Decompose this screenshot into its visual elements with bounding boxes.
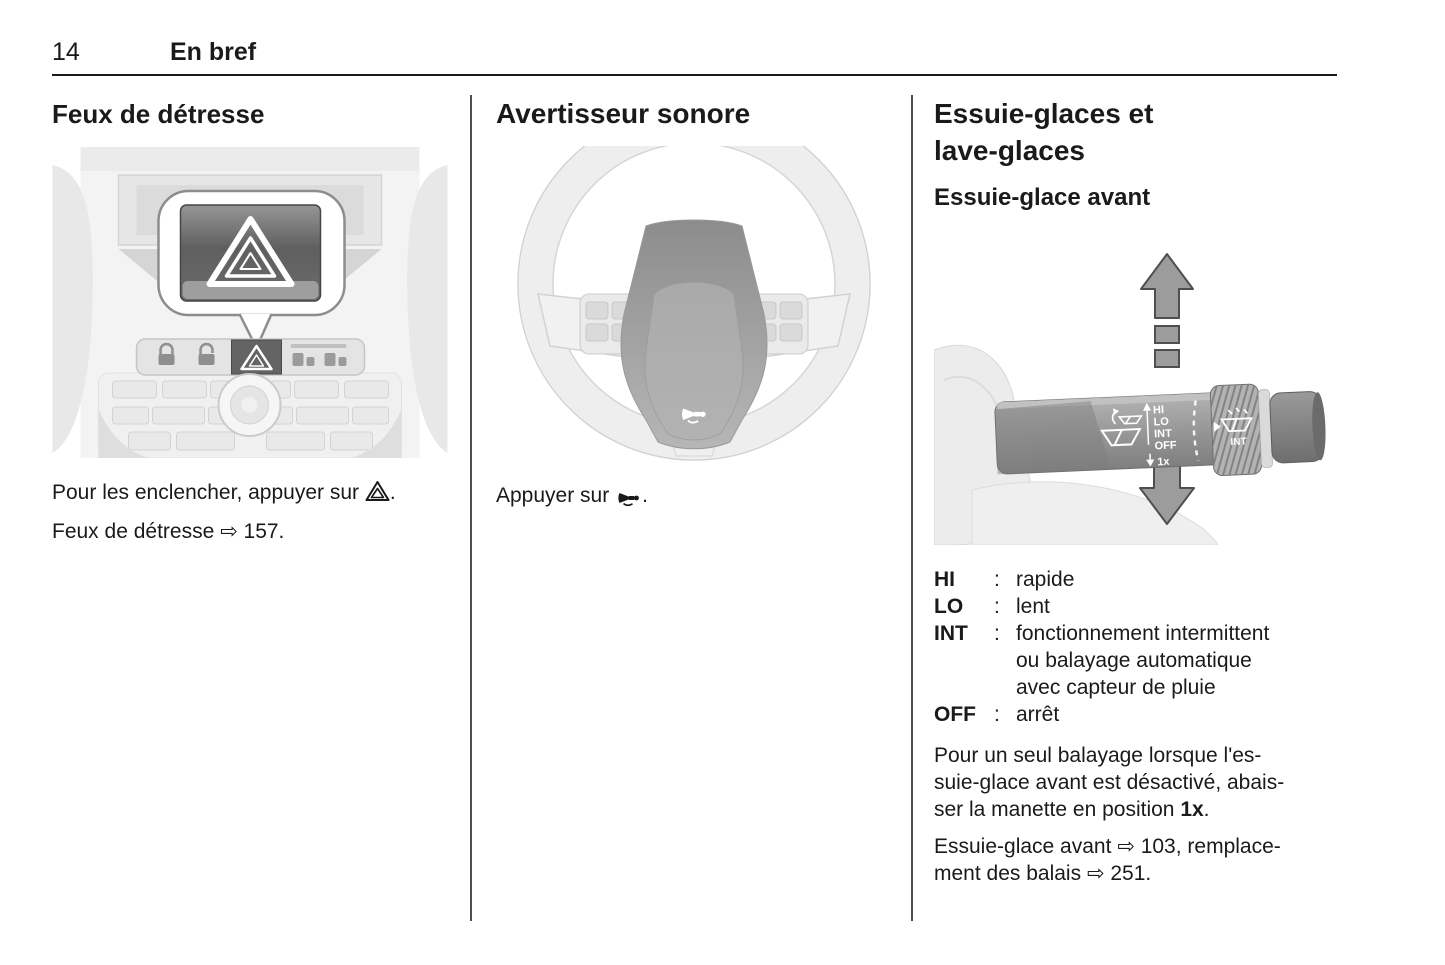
column-horn: [496, 95, 894, 512]
hazard-section-title: Feux de détresse: [52, 99, 265, 129]
hazard-warning-button-magnified: [181, 205, 321, 301]
stalk-end-cap: [1269, 391, 1327, 463]
detent-dash-2: [1155, 350, 1179, 367]
page-number: 14: [52, 38, 80, 66]
column-divider-1: [470, 95, 472, 921]
switch-bar: [137, 339, 365, 375]
front-wiper-subtitle: Essuie-glace avant: [934, 184, 1151, 211]
wiper-stalk-photo: [934, 232, 1331, 545]
label-lo: LO: [1153, 415, 1170, 429]
steering-wheel-photo: [496, 146, 892, 461]
horn-section-title: Avertisseur sonore: [496, 98, 751, 129]
knurled-ring: [1210, 384, 1262, 476]
list-item: OFF : arrêt: [934, 703, 1060, 726]
column-divider-2: [911, 95, 913, 921]
chapter-title: En bref: [170, 38, 257, 66]
label-off: OFF: [1154, 439, 1177, 453]
hazard-switch: [232, 340, 282, 374]
wiper-positions-list: [934, 566, 1336, 728]
hazard-page-reference: Feux de détresse ⇨ 157.: [52, 520, 285, 543]
hazard-instruction: Pour les enclencher, appuyer sur .: [52, 479, 450, 509]
column-wipers: [934, 95, 1336, 887]
header-rule: [52, 74, 1337, 76]
detent-dash-1: [1155, 326, 1179, 343]
ring-int-label: INT: [1230, 436, 1247, 449]
label-1x: 1x: [1157, 455, 1170, 469]
horn-icon: [615, 485, 642, 512]
label-hi: HI: [1152, 403, 1165, 417]
wiper-page-references: Essuie-glace avant ⇨ 103, remplace- ment des balais ⇨ 251.: [934, 835, 1281, 885]
list-item: LO : lent: [934, 595, 1050, 618]
horn-instruction: Appuyer sur .: [496, 482, 894, 512]
wipers-section-title: Essuie-glaces et lave-glaces: [934, 98, 1154, 166]
list-item: INT : fonctionnement intermittent ou balayage automatique avec capteur de pluie: [934, 622, 1270, 699]
single-wipe-instruction: Pour un seul balayage lorsque l'es- suie-glace avant est désactivé, abais- ser la manette en position 1x.: [934, 744, 1285, 821]
center-console-photo: [52, 147, 448, 458]
label-int: INT: [1153, 427, 1173, 441]
column-hazard-lights: [52, 95, 450, 545]
rotary-knob: [219, 374, 281, 436]
list-item: HI : rapide: [934, 568, 1075, 591]
hazard-warning-icon: [365, 480, 390, 509]
